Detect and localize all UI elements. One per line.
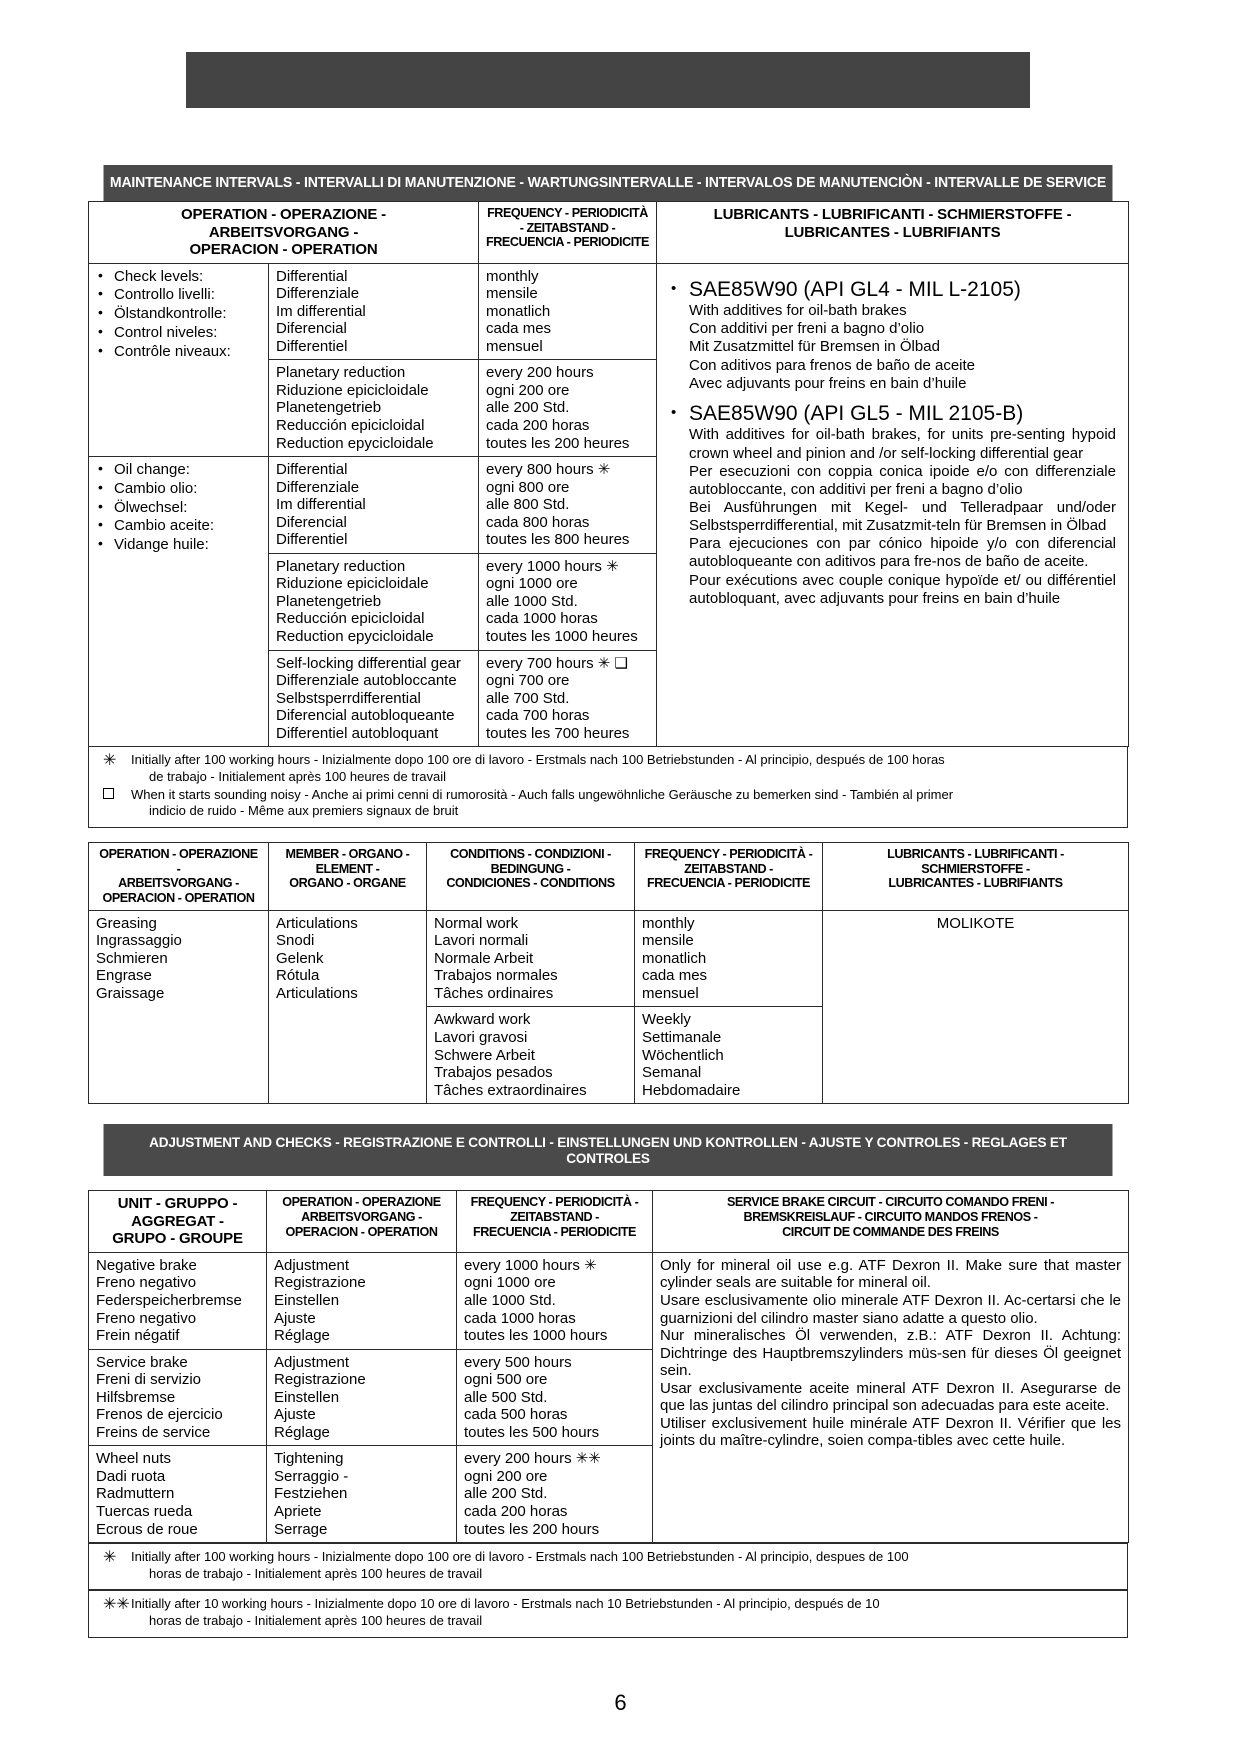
cell-line: mensile bbox=[486, 285, 538, 303]
list-item: • Cambio olio: bbox=[96, 480, 261, 499]
lubricants-cell bbox=[657, 263, 1129, 747]
cell-line: Normal work bbox=[434, 914, 519, 932]
desc-line: With additives for oil-bath brakes bbox=[689, 302, 907, 320]
footnote-double-asterisk-block bbox=[88, 1590, 1128, 1637]
cell-line: monthly bbox=[486, 267, 539, 285]
list-item: • Ölwechsel: bbox=[96, 499, 261, 518]
conditions-cell bbox=[427, 1007, 635, 1104]
footnote-text bbox=[131, 752, 1119, 785]
cell-line: cada 1000 horas bbox=[486, 610, 598, 628]
cell-line: cada 200 horas bbox=[464, 1502, 568, 1520]
lubricant-entry bbox=[667, 402, 1116, 608]
cell-line: cada 200 horas bbox=[486, 417, 590, 435]
footnote-text bbox=[131, 1549, 1119, 1582]
header-line: ELEMENT - bbox=[315, 861, 380, 876]
frequency-cell bbox=[479, 553, 657, 650]
cell-line: Frenos de ejercicio bbox=[96, 1406, 223, 1424]
header-line: OPERACION - OPERATION bbox=[189, 241, 378, 259]
cell-line: toutes les 1000 heures bbox=[486, 628, 638, 646]
desc-line: Mit Zusatzmittel für Bremsen in Ölbad bbox=[689, 338, 940, 356]
cell-line: Tâches extraordinaires bbox=[434, 1081, 587, 1099]
header-line: - ZEITABSTAND - bbox=[519, 220, 616, 235]
cell-line: Planetengetrieb bbox=[276, 592, 382, 610]
desc-line: Con aditivos para frenos de baño de aceite bbox=[689, 356, 976, 374]
desc-line: Per esecuzioni con coppia conica ipoide e/o con differenziale autobloccante, con additivi per freni a bagno d’olio bbox=[689, 462, 1116, 498]
footnote-text bbox=[131, 1596, 1119, 1629]
frequency-cell bbox=[457, 1252, 653, 1349]
cell-line: Dadi ruota bbox=[96, 1467, 166, 1485]
header-line: CIRCUIT DE COMMANDE DES FREINS bbox=[782, 1224, 999, 1239]
header-line: OPERATION - OPERAZIONE - bbox=[99, 846, 258, 876]
list-item: • Vidange huile: bbox=[96, 536, 261, 555]
footnote-row bbox=[97, 1596, 1119, 1629]
cell-line: Differentiel bbox=[276, 337, 348, 355]
cell-line: Planetengetrieb bbox=[276, 399, 382, 417]
cell-line: ogni 500 ore bbox=[464, 1371, 548, 1389]
lubricant-title: • SAE85W90 (API GL5 - MIL 2105-B) bbox=[689, 401, 1024, 425]
desc-line: Para ejecuciones con par cónico hipoide y/o con diferencial autobloqueante con aditivos para fre-nos de baño de aceite. bbox=[689, 535, 1116, 571]
cell-line: Differenziale bbox=[276, 478, 360, 496]
header-line: FRECUENCIA - PERIODICITE bbox=[473, 1224, 636, 1239]
desc-line: Con additivi per freni a bagno d’olio bbox=[689, 320, 925, 338]
desc-line: Pour exécutions avec couple conique hypoïde et/ ou différentiel autobloquant, avec adjuvants pour freins en bain d’huile bbox=[689, 571, 1116, 607]
cell-line: every 500 hours bbox=[464, 1353, 572, 1371]
header-frequency bbox=[635, 842, 823, 910]
asterisk-icon: ✳ bbox=[103, 1549, 117, 1567]
footnote-line: Initially after 100 working hours - Inizialmente dopo 100 ore di lavoro - Erstmals nach 100 Betriebstunden - Al principio, después de 100 horas bbox=[131, 752, 945, 768]
header-line: LUBRICANTS - LUBRIFICANTI - bbox=[887, 846, 1064, 861]
cell-line: Tuercas rueda bbox=[96, 1502, 193, 1520]
header-line: ARBEITSVORGANG - bbox=[208, 223, 359, 241]
header-line: LUBRICANTES - LUBRIFIANTS bbox=[784, 223, 1001, 241]
cell-line: toutes les 1000 hours bbox=[464, 1327, 608, 1345]
cell-line: ogni 1000 ore bbox=[486, 575, 578, 593]
header-line: GRUPO - GROUPE bbox=[112, 1230, 243, 1248]
maintenance-intervals-table bbox=[88, 201, 1129, 747]
header-line: OPERACION - OPERATION bbox=[285, 1224, 438, 1239]
desc-line: Bei Ausführungen mit Kegel- und Telleradpaar und/oder Selbstsperrdifferential, mit Zusatzmit-teln für Bremsen in Ölbad bbox=[689, 498, 1116, 535]
cell-line: every 1000 hours ✳ bbox=[464, 1256, 597, 1274]
cell-line: Frein négatif bbox=[96, 1327, 180, 1345]
cell-line: Serraggio - bbox=[274, 1467, 349, 1485]
header-line: FRECUENCIA - PERIODICITE bbox=[647, 876, 810, 891]
cell-line: Settimanale bbox=[642, 1029, 722, 1047]
header-line: ZEITABSTAND - bbox=[510, 1209, 599, 1224]
cell-line: cada 700 horas bbox=[486, 707, 590, 725]
adjustment-checks-table bbox=[88, 1190, 1129, 1543]
cell-line: Trabajos normales bbox=[434, 967, 558, 985]
cell-line: Gelenk bbox=[276, 949, 324, 967]
cell-line: Diferencial bbox=[276, 513, 347, 531]
cell-line: Planetary reduction bbox=[276, 364, 406, 382]
adjustment-checks-band: ADJUSTMENT AND CHECKS - REGISTRAZIONE E CONTROLLI - EINSTELLUNGEN UND KONTROLLEN - AJUSTE Y CONTROLES - REGLAGES ET CONTROLES bbox=[104, 1124, 1113, 1176]
cell-line: Riduzione epicicloidale bbox=[276, 575, 429, 593]
cell-line: cada 1000 horas bbox=[464, 1309, 576, 1327]
header-line: OPERACION - OPERATION bbox=[102, 891, 255, 906]
cell-line: ogni 200 ore bbox=[464, 1467, 548, 1485]
header-operation bbox=[89, 842, 269, 910]
header-service-brake-circuit bbox=[653, 1191, 1129, 1253]
member-cell bbox=[269, 457, 479, 554]
header-line: BREMSKREISLAUF - CIRCUITO MANDOS FRENOS - bbox=[743, 1209, 1038, 1224]
check-levels-labels bbox=[89, 263, 269, 456]
frequency-cell bbox=[479, 263, 657, 360]
cell-line: Freno negativo bbox=[96, 1309, 197, 1327]
page-content bbox=[88, 165, 1128, 1638]
cell-line: every 800 hours ✳ bbox=[486, 461, 611, 479]
header-line: OPERATION - OPERAZIONE bbox=[282, 1195, 441, 1210]
maintenance-intervals-band: MAINTENANCE INTERVALS - INTERVALLI DI MANUTENZIONE - WARTUNGSINTERVALLE - INTERVALOS DE MANUTENCIÒN - INTERVALLE DE SERVICE bbox=[104, 165, 1113, 201]
cell-line: Riduzione epicicloidale bbox=[276, 381, 429, 399]
operation-cell bbox=[89, 910, 269, 1103]
cell-line: Wheel nuts bbox=[96, 1450, 172, 1468]
cell-line: mensuel bbox=[486, 337, 543, 355]
cell-line: Reduction epycicloidale bbox=[276, 628, 434, 646]
cell-line: toutes les 200 hours bbox=[464, 1520, 600, 1538]
square-icon bbox=[97, 787, 131, 805]
brake-text-line: Only for mineral oil use e.g. ATF Dexron II. Make sure that master cylinder seals are suitable for mineral oil. bbox=[660, 1256, 1121, 1292]
conditions-cell bbox=[427, 910, 635, 1007]
header-line: ORGANO - ORGANE bbox=[289, 876, 406, 891]
cell-line: alle 200 Std. bbox=[464, 1485, 548, 1503]
cell-line: Registrazione bbox=[274, 1371, 366, 1389]
header-unit bbox=[89, 1191, 267, 1253]
cell-line: Normale Arbeit bbox=[434, 949, 534, 967]
header-line: UNIT - GRUPPO - bbox=[117, 1195, 238, 1213]
lubricant-title: • SAE85W90 (API GL4 - MIL L-2105) bbox=[689, 277, 1021, 301]
frequency-cell bbox=[457, 1349, 653, 1446]
cell-line: alle 1000 Std. bbox=[486, 592, 578, 610]
footnote-asterisk-block bbox=[88, 1543, 1128, 1590]
cell-line: alle 500 Std. bbox=[464, 1388, 548, 1406]
footnote-line: When it starts sounding noisy - Anche ai primi cenni di rumorosità - Auch falls ungewöhnliche Geräusche zu bemerken sind - También al primer bbox=[131, 786, 954, 802]
service-brake-circuit-cell bbox=[653, 1252, 1129, 1542]
cell-line: Réglage bbox=[274, 1327, 330, 1345]
cell-line: toutes les 200 heures bbox=[486, 434, 630, 452]
brake-text-line: Usar exclusivamente aceite mineral ATF Dexron II. Asegurarse de que las juntas del cilindro principal son adecuadas para este aceite. bbox=[660, 1379, 1121, 1415]
cell-line: Tâches ordinaires bbox=[434, 984, 554, 1002]
cell-line: Reduction epycicloidale bbox=[276, 434, 434, 452]
frequency-cell bbox=[479, 360, 657, 457]
cell-line: alle 700 Std. bbox=[486, 689, 570, 707]
header-lubricants bbox=[657, 202, 1129, 264]
footnote-line: indicio de ruido - Même aux premiers signaux de bruit bbox=[149, 803, 459, 819]
desc-line: Avec adjuvants pour freins en bain d’huile bbox=[689, 374, 967, 392]
member-cell bbox=[269, 553, 479, 650]
header-frequency bbox=[457, 1191, 653, 1253]
cell-line: Lavori gravosi bbox=[434, 1029, 528, 1047]
frequency-cell bbox=[457, 1446, 653, 1543]
lubricant-cell: MOLIKOTE bbox=[823, 910, 1129, 1103]
cell-line: Einstellen bbox=[274, 1388, 340, 1406]
cell-line: Self-locking differential gear bbox=[276, 654, 461, 672]
cell-line: Differentiel autobloquant bbox=[276, 724, 439, 742]
header-line: SCHMIERSTOFFE - bbox=[921, 861, 1030, 876]
cell-line: Hebdomadaire bbox=[642, 1081, 741, 1099]
header-line: CONDICIONES - CONDITIONS bbox=[446, 876, 615, 891]
cell-line: Radmuttern bbox=[96, 1485, 175, 1503]
header-line: ARBEITSVORGANG - bbox=[301, 1209, 422, 1224]
cell-line: Festziehen bbox=[274, 1485, 348, 1503]
cell-line: Differenziale bbox=[276, 285, 360, 303]
cell-line: Reducción epicicloidal bbox=[276, 610, 425, 628]
header-conditions bbox=[427, 842, 635, 910]
cell-line: Ingrassaggio bbox=[96, 932, 182, 950]
header-line: CONDITIONS - CONDIZIONI - bbox=[450, 846, 611, 861]
header-line: OPERATION - OPERAZIONE - bbox=[181, 206, 386, 223]
member-cell bbox=[269, 650, 479, 747]
header-line: FREQUENCY - PERIODICITÀ - bbox=[644, 846, 813, 861]
header-member bbox=[269, 842, 427, 910]
cell-line: Differential bbox=[276, 267, 348, 285]
cell-line: Adjustment bbox=[274, 1353, 350, 1371]
header-line: LUBRICANTES - LUBRIFIANTS bbox=[888, 876, 1063, 891]
cell-line: Semanal bbox=[642, 1064, 702, 1082]
footnote-line: horas de trabajo - Initialement après 100 heures de travail bbox=[149, 1565, 483, 1581]
cell-line: ogni 800 ore bbox=[486, 478, 570, 496]
cell-line: Rótula bbox=[276, 967, 320, 985]
list-item: • Check levels: bbox=[96, 268, 261, 287]
cell-line: cada mes bbox=[486, 320, 552, 338]
list-item: • Controllo livelli: bbox=[96, 286, 261, 305]
table-header-row bbox=[89, 202, 1129, 264]
header-line: FREQUENCY - PERIODICITÀ bbox=[487, 206, 648, 220]
table-header-row bbox=[89, 842, 1129, 910]
cell-line: Lavori normali bbox=[434, 932, 529, 950]
cell-line: Reducción epicicloidal bbox=[276, 417, 425, 435]
header-line: FREQUENCY - PERIODICITÀ - bbox=[470, 1195, 639, 1210]
cell-line: Articulations bbox=[276, 984, 358, 1002]
cell-line: every 200 hours bbox=[486, 364, 594, 382]
header-lubricants bbox=[823, 842, 1129, 910]
cell-line: Differential bbox=[276, 461, 348, 479]
lubricant-entry bbox=[667, 278, 1116, 393]
cell-line: every 700 hours ✳ ❑ bbox=[486, 654, 628, 672]
cell-line: Freni di servizio bbox=[96, 1371, 202, 1389]
cell-line: Tightening bbox=[274, 1450, 344, 1468]
cell-line: cada mes bbox=[642, 967, 708, 985]
cell-line: Differentiel bbox=[276, 531, 348, 549]
cell-line: Réglage bbox=[274, 1423, 330, 1441]
member-cell bbox=[269, 360, 479, 457]
cell-line: every 200 hours ✳✳ bbox=[464, 1450, 601, 1468]
top-header-bar bbox=[186, 52, 1030, 108]
lubricant-desc bbox=[689, 302, 1116, 393]
cell-line: monthly bbox=[642, 914, 695, 932]
list-item: • Control niveles: bbox=[96, 324, 261, 343]
header-line: FRECUENCIA - PERIODICITE bbox=[486, 235, 649, 250]
header-line: BEDINGUNG - bbox=[490, 861, 571, 876]
cell-line: Registrazione bbox=[274, 1274, 366, 1292]
cell-line: Awkward work bbox=[434, 1011, 531, 1029]
cell-line: Schmieren bbox=[96, 949, 168, 967]
desc-line: With additives for oil-bath brakes, for units pre-senting hypoid crown wheel and pinion and /or self-locking differential gear bbox=[689, 426, 1116, 462]
header-operation bbox=[267, 1191, 457, 1253]
cell-line: alle 200 Std. bbox=[486, 399, 570, 417]
cell-line: Greasing bbox=[96, 914, 157, 932]
header-line: MEMBER - ORGANO - bbox=[285, 846, 410, 861]
operation-cell bbox=[267, 1252, 457, 1349]
list-item: • Oil change: bbox=[96, 461, 261, 480]
header-line: SERVICE BRAKE CIRCUIT - CIRCUITO COMANDO FRENI - bbox=[726, 1195, 1055, 1210]
cell-line: Negative brake bbox=[96, 1256, 197, 1274]
footnote-line: Initially after 10 working hours - Inizialmente dopo 10 ore di lavoro - Erstmals nach 10 Betriebstunden - Al principio, después de 10 bbox=[131, 1596, 880, 1612]
table-row bbox=[89, 1252, 1129, 1349]
cell-line: mensile bbox=[642, 932, 694, 950]
cell-line: Selbstsperrdifferential bbox=[276, 689, 421, 707]
footnote-row bbox=[97, 752, 1119, 785]
cell-line: mensuel bbox=[642, 984, 699, 1002]
section1-footnotes bbox=[88, 747, 1128, 828]
cell-line: Schwere Arbeit bbox=[434, 1046, 535, 1064]
unit-cell bbox=[89, 1446, 267, 1543]
cell-line: Diferencial bbox=[276, 320, 347, 338]
cell-line: Serrage bbox=[274, 1520, 328, 1538]
table-row bbox=[89, 263, 1129, 360]
cell-line: Freins de service bbox=[96, 1423, 211, 1441]
cell-line: Im differential bbox=[276, 496, 366, 514]
cell-line: Diferencial autobloqueante bbox=[276, 707, 455, 725]
footnote-line: horas de trabajo - Initialement après 100 heures de travail bbox=[149, 1612, 483, 1628]
cell-line: Snodi bbox=[276, 932, 315, 950]
greasing-table bbox=[88, 842, 1129, 1104]
cell-line: Articulations bbox=[276, 914, 358, 932]
header-line: ZEITABSTAND - bbox=[684, 861, 773, 876]
list-item: • Ölstandkontrolle: bbox=[96, 305, 261, 324]
cell-line: Hilfsbremse bbox=[96, 1388, 176, 1406]
footnote-row bbox=[97, 787, 1119, 820]
cell-line: Graissage bbox=[96, 984, 165, 1002]
cell-line: Apriete bbox=[274, 1502, 322, 1520]
section3-footnotes bbox=[88, 1543, 1128, 1638]
table-header-row bbox=[89, 1191, 1129, 1253]
list-item: • Contrôle niveaux: bbox=[96, 343, 261, 362]
cell-line: cada 800 horas bbox=[486, 513, 590, 531]
cell-line: toutes les 700 heures bbox=[486, 724, 630, 742]
double-asterisk-icon: ✳✳ bbox=[103, 1596, 130, 1614]
cell-line: ogni 200 ore bbox=[486, 381, 570, 399]
cell-line: ogni 1000 ore bbox=[464, 1274, 556, 1292]
table-row bbox=[89, 910, 1129, 1007]
oil-change-labels bbox=[89, 457, 269, 747]
cell-line: alle 1000 Std. bbox=[464, 1291, 556, 1309]
operation-cell bbox=[267, 1349, 457, 1446]
header-operation bbox=[89, 202, 479, 264]
cell-line: Differenziale autobloccante bbox=[276, 672, 457, 690]
footnote-text bbox=[131, 787, 1119, 820]
cell-line: Ecrous de roue bbox=[96, 1520, 198, 1538]
cell-line: Ajuste bbox=[274, 1309, 316, 1327]
asterisk-icon: ✳ bbox=[103, 752, 117, 770]
lubricant-desc bbox=[689, 426, 1116, 607]
cell-line: monatlich bbox=[642, 949, 707, 967]
cell-line: toutes les 800 heures bbox=[486, 531, 630, 549]
list-item: • Cambio aceite: bbox=[96, 517, 261, 536]
cell-line: Ajuste bbox=[274, 1406, 316, 1424]
cell-line: Im differential bbox=[276, 302, 366, 320]
cell-line: Planetary reduction bbox=[276, 557, 406, 575]
header-line: LUBRICANTS - LUBRIFICANTI - SCHMIERSTOFFE - bbox=[713, 206, 1072, 223]
cell-line: Adjustment bbox=[274, 1256, 350, 1274]
cell-line: Wöchentlich bbox=[642, 1046, 724, 1064]
unit-cell bbox=[89, 1252, 267, 1349]
cell-line: Einstellen bbox=[274, 1291, 340, 1309]
unit-cell bbox=[89, 1349, 267, 1446]
frequency-cell bbox=[479, 650, 657, 747]
footnote-line: de trabajo - Initialement après 100 heures de travail bbox=[149, 768, 447, 784]
cell-line: Freno negativo bbox=[96, 1274, 197, 1292]
header-line: ARBEITSVORGANG - bbox=[118, 876, 239, 891]
cell-line: Federspeicherbremse bbox=[96, 1291, 242, 1309]
frequency-cell bbox=[635, 910, 823, 1007]
cell-line: every 1000 hours ✳ bbox=[486, 557, 619, 575]
cell-line: monatlich bbox=[486, 302, 551, 320]
cell-line: Weekly bbox=[642, 1011, 691, 1029]
frequency-cell bbox=[479, 457, 657, 554]
footnote-line: Initially after 100 working hours - Inizialmente dopo 100 ore di lavoro - Erstmals nach 100 Betriebstunden - Al principio, despues de 100 bbox=[131, 1549, 909, 1565]
cell-line: Engrase bbox=[96, 967, 152, 985]
header-frequency bbox=[479, 202, 657, 264]
cell-line: Trabajos pesados bbox=[434, 1064, 553, 1082]
cell-line: toutes les 500 hours bbox=[464, 1423, 600, 1441]
cell-line: alle 800 Std. bbox=[486, 496, 570, 514]
cell-line: cada 500 horas bbox=[464, 1406, 568, 1424]
member-cell bbox=[269, 910, 427, 1103]
brake-text-line: Nur mineralisches Öl verwenden, z.B.: ATF Dexron II. Achtung: Dichtringe des Hauptbremszylinders müs-sen für dieses Öl geeignet sein. bbox=[660, 1327, 1121, 1380]
page-number: 6 bbox=[614, 1690, 627, 1715]
member-cell bbox=[269, 263, 479, 360]
cell-line: Service brake bbox=[96, 1353, 188, 1371]
cell-line: ogni 700 ore bbox=[486, 672, 570, 690]
operation-cell bbox=[267, 1446, 457, 1543]
footnote-row bbox=[97, 1549, 1119, 1582]
frequency-cell bbox=[635, 1007, 823, 1104]
brake-text-line: Usare esclusivamente olio minerale ATF Dexron II. Ac-certarsi che le guarnizioni del cilindro master siano adatte a questo olio. bbox=[660, 1291, 1121, 1327]
brake-text-line: Utiliser exclusivement huile minérale ATF Dexron II. Vérifier que les joints du maître-cylindre, soien compa-tibles avec cette huile. bbox=[660, 1414, 1121, 1450]
header-line: AGGREGAT - bbox=[131, 1212, 224, 1230]
